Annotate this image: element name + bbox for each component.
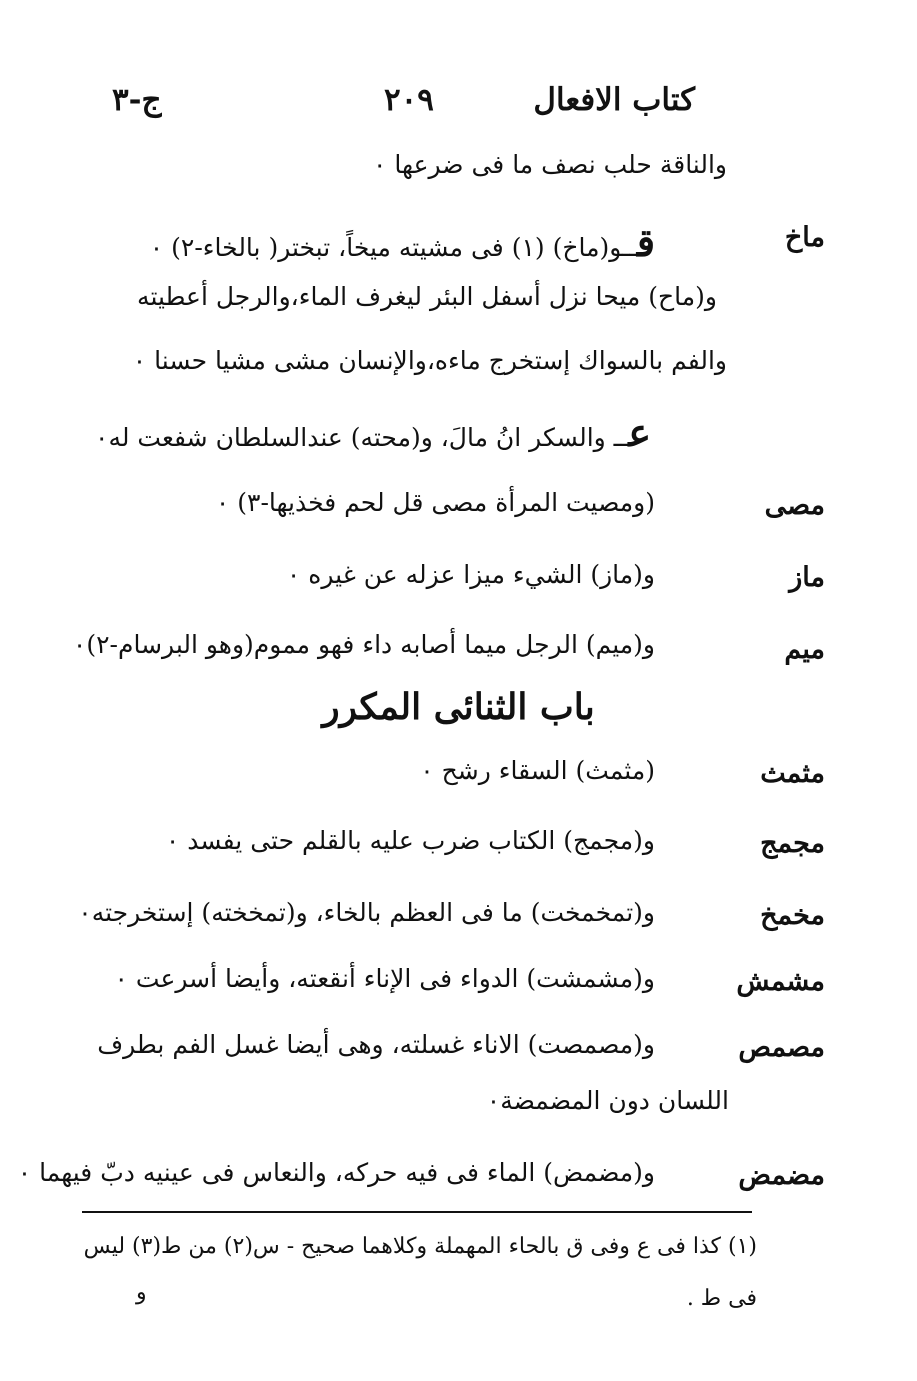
book-title: كتاب الافعال [533,82,695,118]
text-line-11: و(تمخمخت) ما فى العظم بالخاء، و(تمخخته) إستخرجته٠ [78,898,655,927]
text-line-10: و(مجمج) الكتاب ضرب عليه بالقلم حتى يفسد ٠ [165,826,655,855]
entry-head-mishmish: مشمش [736,966,825,997]
text-line-3: و(ماح) ميحا نزل أسفل البئر ليغرف الماء،والرجل أعطيته [137,282,717,311]
footnote-mark: و [136,1280,147,1305]
entry-head-majmaj: مجمج [760,828,825,859]
entry-head-mathmath: مثمث [760,758,825,789]
letter-ain: ع [628,410,651,455]
text-line-5-body: ــ والسكر انُ مالَ، و(محته) عندالسلطان شفعت له٠ [95,423,629,452]
text-line-2-body: ــو(ماخ) (١) فى مشيته ميخاً، تبختر( بالخاء-٢) ٠ [149,233,637,262]
footnote-divider [82,1211,752,1213]
entry-head-masa: مصى [764,490,825,521]
text-line-6: (ومصيت المرأة مصى قل لحم فخذيها-٣) ٠ [215,488,655,517]
volume-label: ج-٣ [112,82,162,118]
entry-head-masmas: مصمص [738,1032,825,1063]
section-title: باب الثنائى المكرر [322,686,595,728]
text-line-5 [95,410,651,455]
page-number: ٢٠٩ [384,82,434,118]
entry-head-maym: ميم [784,634,825,665]
text-line-7: و(ماز) الشيء ميزا عزله عن غيره ٠ [286,560,655,589]
entry-head-makh: ماخ [784,222,825,253]
entry-head-makhmakh: مخمخ [760,900,825,931]
entry-head-maz: ماز [789,562,825,593]
text-line-9: (مثمث) السقاء رشح ٠ [420,756,655,785]
text-line-14: اللسان دون المضمضة٠ [486,1086,729,1115]
text-line-13: و(مصمصت) الاناء غسلته، وهى أيضا غسل الفم بطرف [97,1030,655,1059]
text-line-2 [150,220,655,265]
text-line-15: و(مضمض) الماء فى فيه حركه، والنعاس فى عينيه دبّ فيهما ٠ [17,1158,655,1187]
text-line-8: و(ميم) الرجل ميما أصابه داء فهو مموم(وهو البرسام-٢)٠ [72,630,655,659]
letter-qaf: ق [636,220,655,265]
text-line-1: والناقة حلب نصف ما فى ضرعها ٠ [373,150,727,179]
text-line-4: والفم بالسواك إستخرج ماءه،والإنسان مشى مشيا حسنا ٠ [132,346,727,375]
footnote-line-2: فى ط . [686,1286,757,1311]
entry-head-madmad: مضمض [738,1160,825,1191]
footnote-line-1: (١) كذا فى ع وفى ق بالحاء المهملة وكلاهما صحيح - س(٢) من ط(٣) ليس [83,1234,757,1259]
text-line-12: و(مشمشت) الدواء فى الإناء أنقعته، وأيضا أسرعت ٠ [114,964,655,993]
